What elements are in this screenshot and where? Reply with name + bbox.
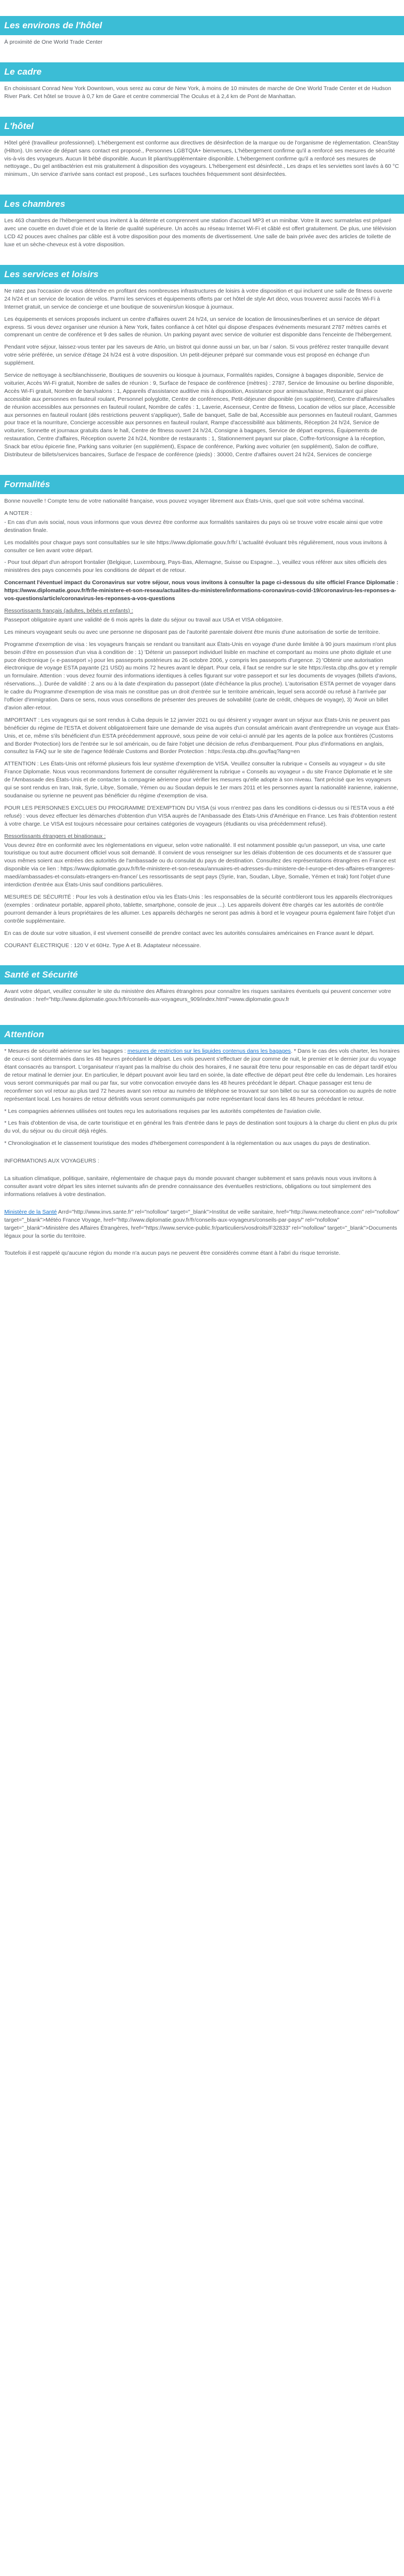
sante-text: Avant votre départ, veuillez consulter le site du ministère des Affaires étrangères pour connaître les risques sanitaires éventuels qui peuvent concerner votre destination : href="http://www.diplomatie.gouv.fr/fr/conseils-aux-voyageurs_909/index.html">www.diplomatie.gouv.fr [4,988,391,1003]
terrorisme-text: Toutefois il est rappelé qu'aucune région du monde n'a aucun pays ne peuvent être considérés comme étant à l'abri du risque terroriste. [4,1250,341,1257]
section-header-services: Les services et loisirs [0,265,404,284]
section-body-formalites [0,494,404,965]
infos-voyageurs-heading: INFORMATIONS AUX VOYAGEURS : [4,1158,100,1165]
attention-text-4: * Chronologisation et le classement touristique des modes d'hébergement correspondent à la réglementation ou aux usages du pays de destination. [4,1140,371,1147]
services-amenities-list: Service de nettoyage à sec/blanchisserie, Boutiques de souvenirs ou kiosque à journaux, Formalités rapides, Consigne à bagages disponible, Service de voiturier, Accès Wi-Fi gratuit, Nombre de salles de réunion : 9, Surface de l'espace de conférence (mètres) : 2787, Service de limousine ou berline disponible, Accès Wi-Fi gratuit, Nombre de bars/salons : 1, Appareils d'assistance auditive mis à disposition, Assistance pour animaux/laisse, Restaurant qui place accessible aux personnes en fauteuil roulant, Personnel polyglotte, Centre de conférences, Petit-déjeuner disponible (en supplément), Centre d'affaires/salles de réunion accessibles aux personnes en fauteuil roulant, Nombre de cafés : 1, Laverie, Ascenseur, Centre de fitness, Location de vélos sur place, Accessible aux personnes en fauteuil roulant (dès restrictions peuvent s'appliquer), Salle de banquet, Salle de bal, Accessible aux personnes en fauteuil roulant, Gammes pour trace et la nourriture, Concierge accessible aux personnes en fauteuil roulant, Rampe d'accessibilité aux bâtiments, Réception 24 h/24, Service de voiturier, Sonnette et journaux gratuits dans le hall, Centre de fitness ouvert 24 h/24, Consigne à bagages, Service de départ express, Équipements de restauration, Centre d'affaires, Réception ouverte 24 h/24, Nombre de restaurants : 1, Stationnement payant sur place, Coffre-fort/consigne à la réception, Snack bar et/ou épicerie fine, Parking sans voiturier (en supplément), Espace de conférence, Parking avec voiturier (en supplément), Salon de coiffure, Distributeur de billets/services bancaires, Surface de l'espace de conférence (pieds) : 30000, Centre d'affaires ouvert 24 h/24, Services de concierge [4,372,397,458]
attention-rest: . * Dans le cas des vols charter, les horaires de ceux-ci sont déterminés dans les 48 heures précédant le départ. Les vols peuvent s'effectuer de jour comme de nuit, le premier et le dernier jour du voyage étant consacrés au transport. L'organisateur n'ayant pas la maîtrise du choix des horaires, il ne saurait être tenu pour responsable en cas de départ tardif et/ou de retour matinal le dernier jour. En particulier, le départ pouvant avoir lieu tard en soirée, la date effective de départ peut être celle du lendemain. Les horaires vous seront communiqués par mail ou par fax, sur votre convocation envoyée dans les 48 heures précédant le départ. Chaque passager est tenu de reconfirmer son vol retour au plus tard 72 heures avant son retour au numéro de téléphone se trouvant sur son billet ou sur sa convocation ou auprès de notre représentant local. Les horaires de retour définitifs vous seront communiqués par notre représentant local dans les 48 heures précédant le retour. [4,1048,400,1102]
attention-esta-text: ATTENTION : Les États-Unis ont réformé plusieurs fois leur système d'exemption de VISA. Veuillez consulter la rubrique « Conseils au voyageur » du site France Diplomatie. Nous vous recommandons fortement de consulter régulièrement la rubrique « Conseils au voyageur » du site France Diplomatie et le site de l'Ambassade des États-Unis et de contacter la compagnie aérienne pour vérifier les mesures qu'elle adopte à son niveau. Tant précisé que les voyageurs qui se sont rendus en Iran, Irak, Syrie, Libye, Somalie, Yémen ou au Soudan depuis le 1er mars 2011 et les personnes ayant la nationalité iranienne, irakienne, soudanaise ou syrienne ne peuvent pas bénéficier du régime d'exemption de visa. [4,761,399,799]
section-header-attention: Attention [0,1025,404,1044]
services-text-3: Pendant votre séjour, laissez-vous tenter par les saveurs de Atrio, un bistrot qui donne aussi un bar, un bar / salon. Si vous préférez rester tranquille devant votre série préférée, un service d'étage 24 h/24 est à votre disposition. Un petit-déjeuner préparé sur commande vous est proposé en échange d'un supplément. [4,344,389,367]
ressortissants-etrangers-heading: Ressortissants étrangers et binationaux : [4,833,106,839]
section-header-chambres: Les chambres [0,195,404,214]
infos-voyageurs-text: La situation climatique, politique, sanitaire, réglementaire de chaque pays du monde pouvant changer subitement et sans préavis nous vous invitons à consulter avant votre départ les sites internet suivants afin de prendre connaissance des éventuelles restrictions, obligations ou tout simplement des informations relatives à votre destination. [4,1175,377,1198]
section-body-services [0,284,404,475]
hotel-text: Hôtel géré (travailleur professionnel). L'hébergement est conforme aux directives de désinfection de la marque ou de l'organisme de réglementation. CleanStay (Hilton). Un service de départ sans contact est proposé., Personnes LGBTQIA+ bienvenues, L'hébergement confirme qu'il a renforcé ses mesures de sécurité vis-à-vis des voyageurs. Aucun lit bébé disponible. Aucun lit pliant/supplémentaire disponible. L'hébergement confirme qu'il a renforcé ses mesures de nettoyage., Du gel antibactérien est mis gratuitement à disposition des voyageurs. L'hébergement est désinfecté., Les draps et les serviettes sont lavés à 60 °C minimum., Un service d'arrivée sans contact est proposé., Les surfaces touchées fréquemment sont désinfectées. [4,139,399,178]
services-text-1: Ne ratez pas l'occasion de vous détendre en profitant des nombreuses infrastructures de loisirs à votre disposition et qui incluent une salle de fitness ouverte 24 h/24 et un service de location de vélos. Parmi les services et équipements offerts par cet hôtel de style Art déco, vous trouverez aussi l'accès Wi-Fi à Internet gratuit, un service de concierge et une boutique de souvenirs/un kiosque à journaux. [4,287,393,310]
ministere-sante-link[interactable]: Ministère de la Santé [4,1208,57,1215]
personnes-exclues-text: POUR LES PERSONNES EXCLUES DU PROGRAMME D'EXEMPTION DU VISA (si vous n'entrez pas dans les conditions ci-dessus ou si l'ESTA vous a été refusé) : vous devez effectuer les démarches d'obtention d'un VISA auprès de l'Ambassade des États-Unis d'Amérique en France. Les frais d'obtention restent à votre charge. Le VISA est toujours nécessaire pour certaines catégories de voyageurs (étudiants ou visa précédemment refusé). [4,804,397,827]
section-body-cadre [0,82,404,117]
section-body-attention [0,1044,404,1273]
ressortissants-text: Passeport obligatoire ayant une validité de 6 mois après la date du séjour ou travail aux USA et VISA obligatoire. [4,616,283,623]
services-text-2: Les équipements et services proposés incluent un centre d'affaires ouvert 24 h/24, un service de location de limousines/berlines et un service de départ express. Si vous devez organiser une réunion à New York, faites confiance à cet hôtel qui dispose d'espaces événements mesurant 2787 mètres carrés et comprenant un centre de conférence et 9 des salles de réunion. Un parking payant avec service de voiturier est disponible dans l'enceinte de l'hébergement. [4,316,392,338]
section-body-hotel [0,136,404,195]
cadre-text: En choisissant Conrad New York Downtown, vous serez au cœur de New York, à moins de 10 minutes de marche de One World Trade Center et de Hudson River Park. Cet hôtel se trouve à 0,7 km de Gare et centre commercial The Oculus et à 2,4 km de Pont de Manhattan. [4,85,391,100]
ressortissants-etrangers-text: Vous devrez être en conformité avec les réglementations en vigueur, selon votre nationalité. Il est notamment possible qu'un passeport, un visa, une carte touristique ou tout autre document officiel vous soit demandé. Il convient de vous renseigner sur les délais d'obtention de ces documents et de s'assurer que vous mêmes soient aux entrées des autorités de l'ambassade ou du consulat du pays de destination. Consultez des représentations étrangères en France est disponible via ce lien : https://www.diplomatie.gouv.fr/fr/le-ministere-et-son-reseau/annuaires-et-adresses-du-ministere-de-l-europe-et-des-affaires-etrangeres-maedi/ambassades-et-consulats-etrangers-en-france/ Les ressortissants de sept pays (Syrie, Iran, Soudan, Libye, Somalie, Yémen et Irak) font l'objet d'une interdiction d'entrée aux États-Unis sauf conditions particulières. [4,842,396,889]
section-body-environs [0,35,404,62]
section-header-formalites: Formalités [0,475,404,494]
attention-text-3: * Les frais d'obtention de visa, de carte touristique et en général les frais d'entrée dans le pays de destination sont toujours à la charge du client en plus du prix du vol, du séjour ou du circuit déjà réglés. [4,1120,398,1135]
attention-text-2: * Les compagnies aériennes utilisées ont toutes reçu les autorisations requises par les autorités compétentes de l'aviation civile. [4,1108,321,1115]
courant-electrique-text: COURANT ÉLECTRIQUE : 120 V et 60Hz. Type A et B. Adaptateur nécessaire. [4,942,201,949]
important-cuba-text: IMPORTANT : Les voyageurs qui se sont rendus à Cuba depuis le 12 janvier 2021 ou qui désirent y voyager avant un séjour aux États-Unis ne peuvent pas bénéficier du régime de l'ESTA et doivent obligatoirement faire une demande de visa auprès d'un consulat américain avant d'entreprendre un voyage aux États-Unis, et ce, même s'ils bénéficient d'un ESTA précédemment approuvé, sous peine de voir celui-ci annulé par les agents de la police aux frontières (Customs and Border Protection) lors de l'entrée sur le sol américain, ou de faire l'objet une décision de refus d'embarquement. Pour plus d'informations en anglais, consultez la FAQ sur le site de l'agence fédérale Customs and Border Protection : https://esta.cbp.dhs.gov/faq?lang=en [4,716,400,755]
a-noter-1: - En cas d'un avis social, nous vous informons que vous devrez être conforme aux formalités sanitaires du pays où se trouve votre escale ainsi que votre destination finale. [4,519,383,534]
section-header-hotel: L'hôtel [0,117,404,136]
attention-prefix: * Mesures de sécurité aérienne sur les bagages : [4,1048,128,1055]
programme-exemption-text: Programme d'exemption de visa : les voyageurs français se rendant ou transitant aux États-Unis en voyage d'une durée limitée à 90 jours maximum n'ont plus besoin d'être en possession d'un visa à condition de : 1) 'Détenir un passeport individuel lisible en machine et comportant au moins une photo digitale et une puce électronique (« e-passeport ») pour les passeports postérieurs au 26 octobre 2006, y compris les passeports d'urgence. 2) 'Obtenir une autorisation électronique de voyage ESTA payante (21 USD) au moins 72 heures avant le départ. Pour cela, il faut se rendre sur le site https://esta.cbp.dhs.gov et y remplir un formulaire. Attention : vous devez fournir des informations identiques à celles figurant sur votre passeport et sur les documents de voyages (billets d'avions, réservations...). Durée de validité : 2 ans ou à la date d'expiration du passeport (date d'échéance la plus proche). L'autorisation ESTA permet de voyager dans le cadre du Programme d'exemption de visa mais ne constitue pas un droit d'entrée sur le territoire américain, lequel sera accordé ou refusé à l'arrivée par l'officier d'immigration. Dans ce sens, nous vous conseillons de présenter des preuves de solvabilité (carte de crédit, chèques de voyage), 3) 'Avoir un billet d'avion aller-retour. [4,641,397,711]
ministere-links-rest: Arrd="http://www.invs.sante.fr" rel="nofollow" target="_blank">Institut de veille sanitaire, href="http://www.meteofrance.com" rel="nofollow" target="_blank">Météo France Voyage, href="http://www.diplomatie.gouv.fr/fr/conseils-aux-voyageurs/conseils-par-pays/" rel="nofollow" target="_blank">Ministère des Affaires Étrangères, href="https://www.service-public.fr/particuliers/vosdroits/F32833" rel="nofollow" target="_blank">Documents légaux pour la sortie du territoire. [4,1208,400,1239]
section-header-cadre: Le cadre [0,62,404,82]
covid-notice: Concernant l'éventuel impact du Coronavirus sur votre séjour, nous vous invitons à consulter la page ci-dessous du site officiel France Diplomatie : https://www.diplomatie.gouv.fr/fr/le-ministere-et-son-reseau/actualites-du-ministere/informations-coronavirus-covid-19/coronavirus-les-reponses-a-vos-questions/article/coronavirus-les-reponses-a-vos-questions [4,579,399,602]
section-header-sante: Santé et Sécurité [0,965,404,984]
section-header-environs: Les environs de l'hôtel [0,16,404,35]
a-noter-heading: A NOTER : [4,510,32,516]
section-body-sante [0,984,404,1020]
mesures-securite-text: MESURES DE SÉCURITÉ : Pour les vols à destination et/ou via les États-Unis : les responsables de la sécurité contrôleront tous les appareils électroniques (exemples : ordinateur portable, appareil photo, tablette, smartphone, console de jeux ...). Les appareils doivent être chargés car les autorités de contrôle pourront demander à leurs propriétaires de les allumer. Les appareils déchargés ne seront pas admis à bord et le voyageur pourra également faire l'objet d'un contrôle supplémentaire. [4,893,395,924]
a-noter-2: Les modalités pour chaque pays sont consultables sur le site https://www.diplomatie.gouv.fr/fr/ L'actualité évoluant très régulièrement, nous vous invitons à consulter ce lien avant votre départ. [4,539,387,554]
a-noter-3: - Pour tout départ d'un aéroport frontalier (Belgique, Luxembourg, Pays-Bas, Allemagne, Suisse ou Espagne...), veuillez vous référer aux sites officiels des ministères des pays concernés pour les conditions de départ et de retour. [4,559,387,574]
environs-text: À proximité de One World Trade Center [4,39,103,45]
ressortissants-heading: Ressortissants français (adultes, bébés et enfants) : [4,607,133,614]
section-body-chambres [0,214,404,265]
ministere-links [4,1208,400,1240]
mineurs-text: Les mineurs voyageant seuls ou avec une personne ne disposant pas de l'autorité parentale doivent être munis d'une autorisation de sortie de territoire. [4,628,381,635]
attention-text-1 [4,1047,400,1103]
liquides-link[interactable]: mesures de restriction sur les liquides contenus dans les bagages [127,1048,291,1055]
page [0,0,404,1273]
en-cas-de-doute-text: En cas de doute sur votre situation, il est vivement conseillé de prendre contact avec les autorités consulaires américaines en France avant le départ. [4,930,374,936]
formalites-intro: Bonne nouvelle ! Compte tenu de votre nationalité française, vous pouvez voyager librement aux États-Unis, quel que soit votre schéma vaccinal. [4,498,365,504]
chambres-text: Les 463 chambres de l'hébergement vous invitent à la détente et comprennent une station d'accueil MP3 et un minibar. Votre lit avec surmatelas est préparé avec une couette en duvet d'oie et de la literie de qualité supérieure. Un accès au réseau Internet Wi-Fi et câblé est offert gratuitement. De plus, une télévision LCD 42 pouces avec chaînes par câble est à votre disposition pour des moments de divertissement. Une salle de bain privée avec des articles de toilette de luxe et un sèche-cheveux est à votre disposition. [4,217,397,248]
